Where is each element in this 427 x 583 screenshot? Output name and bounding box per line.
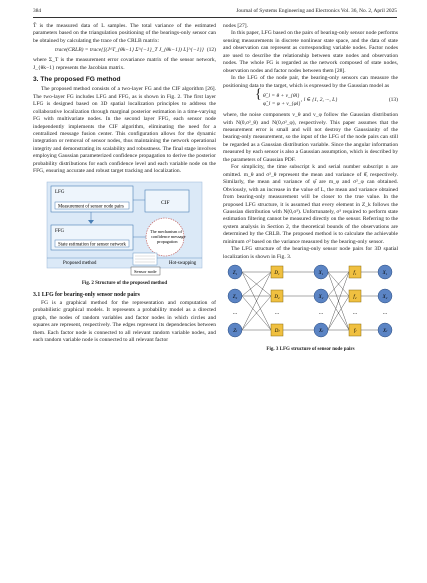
measurement-label: Measurement of sensor node pairs — [58, 204, 124, 210]
equation-12 — [33, 45, 216, 57]
right-column — [223, 23, 398, 357]
ellipsis: ... — [382, 310, 388, 317]
paragraph: FG is a graphical method for the representation and computation of probabilistic graphical models. It represents a probability model as a directed graph, the nodes of random variables and factor nodes in which circles and squares are represent, respectively. The edges represent its dependencies between them. Each factor node is connected to all relevant random variable nodes, and each random variable node is connected to all relevant factor — [33, 299, 216, 343]
paragraph: where, the noise components v_θ and v_φ follow the Gaussian distribution with N(0,σ²_θ) and N(0,σ²_φ), respectively. This paper assumes that the measurement error is small and will not destroy the Gaussianity of the bearing-only measurement, so the input of the LFG of the node pairs can still be regarded as a Gaussian distribution variable. Since the angular information measured by each sensor is also a Gaussian assumption, which is described by the parameters of Gaussian PDF. — [223, 112, 398, 163]
paragraph: T̂ is the measured data of L samples. The total variance of the estimated parameters based on the triangulation positioning of the bearings-only sensor can be obtained by calculating the trace of the CRLB matrix: — [33, 23, 216, 44]
z-node-label: Z₁ — [232, 271, 238, 277]
x-node-label: X₁ — [318, 271, 324, 277]
mechanism-label-1: The mechanism of — [150, 228, 182, 234]
ellipsis: ... — [274, 310, 280, 317]
paragraph: In the LFG of the node pair, the bearing-only sensors can measure the positioning data to the target, which is expressed by the Gaussian model as — [223, 75, 398, 89]
paragraph: For simplicity, the time subscript k and serial number subscript n are omitted. m_θ and σ²_θ represent the mean and variance of θ̂, respectively. Similarly, the mean and variance of φ̂ are m_φ and σ²_φ can obtained. Obviously, with an increase in the value of L, the mean and variance obtained from bearing-only measurement will be closer to the true value. In the proposed LFG structure, it is assumed that every element in Z_k follows the Gaussian distribution with N(0,σ²). Unfortunately, σ² required to perform state estimation filtering cannot be measured directly on the sensor. Referring to the system analysis in Section 2, the theoretical bounds of the observations are determined by the CRLB. The proposed method is to calculate the achievable minimum σ² based on the variance measured by the bearing-only sensor. — [223, 164, 398, 245]
figure-2-diagram — [33, 180, 216, 278]
x-node-label: X₂ — [318, 295, 324, 301]
section-heading: 3. The proposed FG method — [33, 76, 121, 84]
z-node-label: Z₂ — [232, 295, 238, 301]
ffg-label: FFG — [55, 228, 65, 234]
hotswap-label: Hot-swapping — [169, 260, 197, 266]
journal-title: Journal of Systems Engineering and Electronics Vol. 36, No. 2, April 2025 — [236, 8, 397, 14]
output-node-label: X₂ — [382, 295, 388, 301]
equation-line-1: θ̂_l = θ + v_{θl} — [263, 93, 300, 100]
f-node-label: f₂ — [353, 295, 357, 301]
figure-3-caption: Fig. 3 LFG structure of sensor node pairs — [266, 347, 355, 353]
paragraph: The proposed method consists of a two-layer FG and the CIF algorithm [26]. The two-layer FG includes LFG and FFG, as is shown in Fig. 2. The first layer LFG is designed based on 3D spatial localization principles to address the collaborative localization through marginal posterior estimation in a time-varying FG with multivariate nodes. In the second layer FFG, each sensor node independently implements the CIF algorithm, eliminating the need for a centralized message fusion center. This configuration allows for the dynamic integration or removal of sensor nodes, thus maintaining the network operational integrity and demonstrating its scalability and robustness. The final stage involves employing Gaussian parameterized confidence propagation to derive the posterior probability distributions for each confidence level and each variable node on the FFG, ensuring accurate and robust target tracking and localization. — [33, 86, 216, 175]
figure-2 — [33, 180, 216, 278]
paragraph: The LFG structure of the bearing-only sensor node pairs for 3D spatial localization is shown in Fig. 3. — [223, 246, 398, 260]
d-node-label: D₂ — [274, 295, 280, 301]
equation-number: (12) — [206, 47, 216, 54]
subsection-heading: 3.1 LFG for bearing-only sensor node pairs — [33, 291, 140, 298]
figure-3-diagram — [223, 264, 398, 344]
figure-2-caption: Fig. 2 Structure of the proposed method — [81, 280, 168, 286]
paragraph: where Σ_T is the measurement error covariance matrix of the sensor network, J_{θk−1} represents the Jacobian matrix. — [33, 57, 216, 71]
left-column — [33, 23, 216, 344]
ellipsis: ... — [318, 310, 324, 317]
ellipsis: ... — [352, 310, 358, 317]
mechanism-label-3: propagation — [157, 238, 178, 244]
equation-13 — [223, 87, 398, 112]
output-node-label: Xₗ — [383, 329, 387, 335]
lfg-label: LFG — [55, 189, 65, 195]
ellipsis: ... — [232, 310, 238, 317]
paragraph: In this paper, LFG based on the pairs of bearing-only sensor node performs sensing measurements in discrete nonlinear state space, and the data of state and observation can represent as corresponding variable nodes. Factor nodes are used to describe the relationship between state nodes and observation nodes. The whole FG is regarded as the network composed of state nodes, observation nodes and factor nodes between them [28]. — [223, 30, 398, 74]
page-number: 384 — [33, 8, 42, 14]
sensor-node-label: Sensor node — [134, 268, 157, 274]
d-node-label: D₁ — [274, 271, 280, 277]
state-est-label: State estimation for sensor network — [58, 242, 126, 248]
brace: { — [255, 87, 262, 103]
figure-3 — [223, 264, 398, 344]
x-node-label: Xₗ — [319, 329, 323, 335]
equation-number: (13) — [388, 97, 398, 104]
cif-label: CIF — [161, 199, 170, 206]
paragraph: nodes [27]. — [223, 23, 248, 29]
f-node-label: f₁ — [353, 271, 357, 277]
equation-body: trace(CRLB) = trace{[(J^T_{θk−1} Σ^{−1}_T J_{θk−1}) L]^{−1}} — [55, 47, 204, 54]
header-rule — [33, 17, 397, 18]
equation-domain: , l ∈ {1, 2, ···, L} — [301, 97, 338, 104]
f-node-label: fₗ — [353, 329, 357, 335]
z-node-label: Zₗ — [233, 329, 237, 335]
d-node-label: Dₗ — [274, 329, 280, 335]
output-node-label: X₁ — [382, 271, 388, 277]
equation-line-2: φ̂_l = φ + v_{φl} — [263, 101, 301, 108]
mechanism-label-2: confidence message — [151, 233, 186, 239]
proposed-label: Proposed method — [63, 260, 97, 266]
